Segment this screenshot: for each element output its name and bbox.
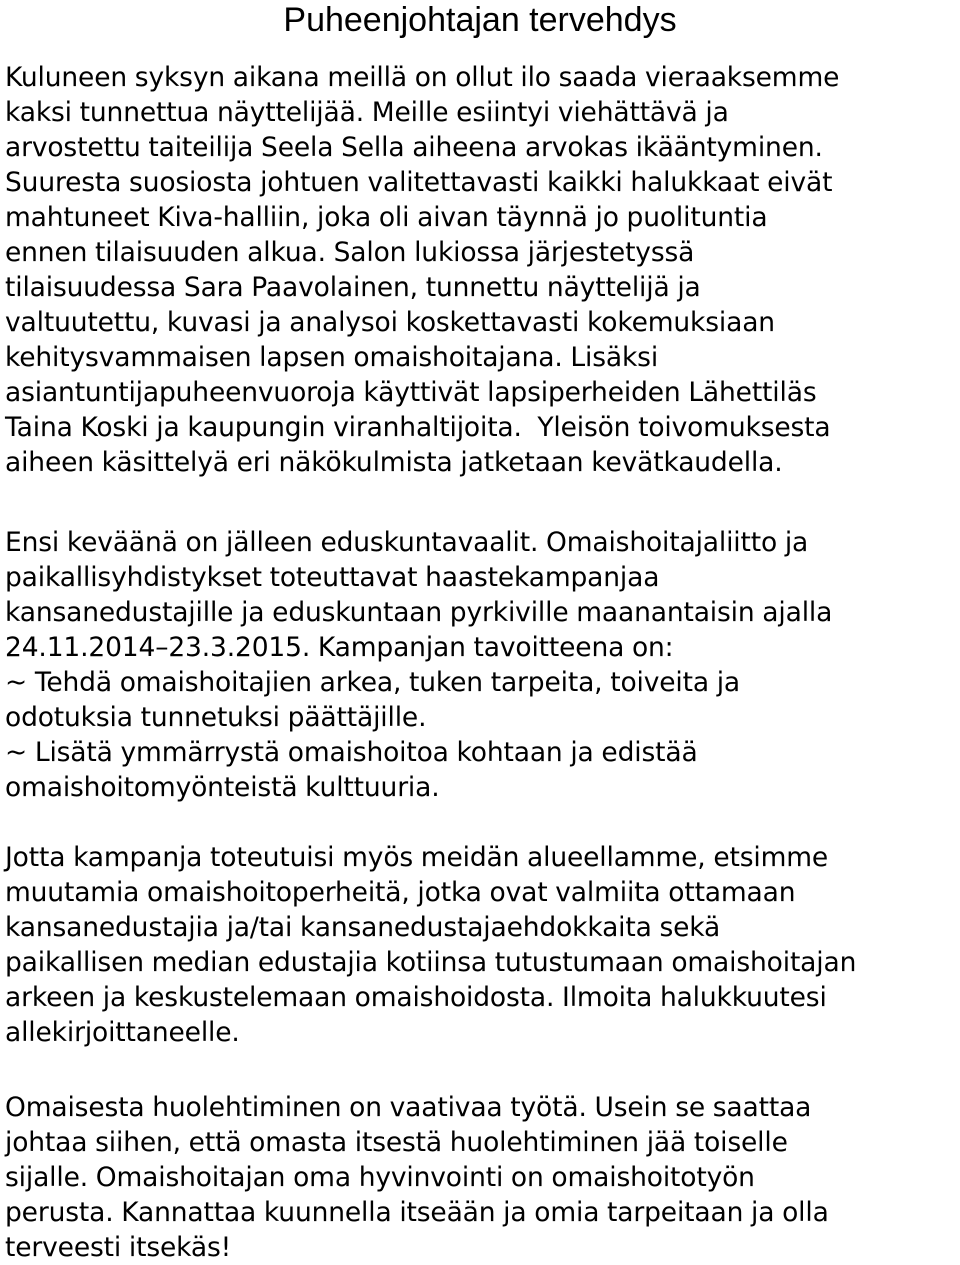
text-line: kaksi tunnettua näyttelijää. Meille esiintyi viehättävä ja	[5, 97, 729, 128]
text-line: odotuksia tunnetuksi päättäjille.	[5, 702, 427, 733]
text-line: asiantuntijapuheenvuoroja käyttivät lapsiperheiden Lähettiläs	[5, 377, 817, 408]
text-line: paikallisyhdistykset toteuttavat haastekampanjaa	[5, 562, 660, 593]
text-line: ~ Lisätä ymmärrystä omaishoitoa kohtaan ja edistää	[5, 737, 698, 768]
title-container	[0, 0, 960, 44]
text-line: kansanedustajille ja eduskuntaan pyrkiville maanantaisin ajalla	[5, 597, 833, 628]
text-line: muutamia omaishoitoperheitä, jotka ovat valmiita ottamaan	[5, 877, 796, 908]
text-line: aiheen käsittelyä eri näkökulmista jatketaan kevätkaudella.	[5, 447, 783, 478]
text-line: arkeen ja keskustelemaan omaishoidosta. Ilmoita halukkuutesi	[5, 982, 827, 1013]
text-line: sijalle. Omaishoitajan oma hyvinvointi on omaishoitotyön	[5, 1162, 755, 1193]
text-line: Omaisesta huolehtiminen on vaativaa työtä. Usein se saattaa	[5, 1092, 812, 1123]
text-line: Suuresta suosiosta johtuen valitettavasti kaikki halukkaat eivät	[5, 167, 833, 198]
paragraph-wellbeing	[5, 1090, 829, 1265]
text-line: Taina Koski ja kaupungin viranhaltijoita. Yleisön toivomuksesta	[5, 412, 831, 443]
text-line: ennen tilaisuuden alkua. Salon lukiossa järjestetyssä	[5, 237, 695, 268]
text-line: Jotta kampanja toteutuisi myös meidän alueellamme, etsimme	[5, 842, 829, 873]
paragraph-events	[5, 60, 839, 480]
text-line: arvostettu taiteilija Seela Sella aiheena arvokas ikääntyminen.	[5, 132, 823, 163]
text-line: Ensi keväänä on jälleen eduskuntavaalit. Omaishoitajaliitto ja	[5, 527, 809, 558]
text-line: valtuutettu, kuvasi ja analysoi koskettavasti kokemuksiaan	[5, 307, 775, 338]
text-line: omaishoitomyönteistä kulttuuria.	[5, 772, 440, 803]
text-line: 24.11.2014–23.3.2015. Kampanjan tavoitteena on:	[5, 632, 674, 663]
text-line: paikallisen median edustajia kotiinsa tutustumaan omaishoitajan	[5, 947, 857, 978]
text-line: ~ Tehdä omaishoitajien arkea, tuken tarpeita, toiveita ja	[5, 667, 741, 698]
text-line: tilaisuudessa Sara Paavolainen, tunnettu näyttelijä ja	[5, 272, 701, 303]
text-line: mahtuneet Kiva-halliin, joka oli aivan täynnä jo puolituntia	[5, 202, 768, 233]
text-line: kansanedustajia ja/tai kansanedustajaehdokkaita sekä	[5, 912, 721, 943]
paragraph-campaign	[5, 525, 832, 805]
text-line: allekirjoittaneelle.	[5, 1017, 240, 1048]
text-line: terveesti itsekäs!	[5, 1232, 232, 1263]
text-line: johtaa siihen, että omasta itsestä huolehtiminen jää toiselle	[5, 1127, 788, 1158]
page-title: Puheenjohtajan tervehdys	[283, 1, 677, 39]
paragraph-families	[5, 840, 856, 1050]
text-line: Kuluneen syksyn aikana meillä on ollut ilo saada vieraaksemme	[5, 62, 840, 93]
text-line: perusta. Kannattaa kuunnella itseään ja omia tarpeitaan ja olla	[5, 1197, 829, 1228]
text-line: kehitysvammaisen lapsen omaishoitajana. Lisäksi	[5, 342, 659, 373]
